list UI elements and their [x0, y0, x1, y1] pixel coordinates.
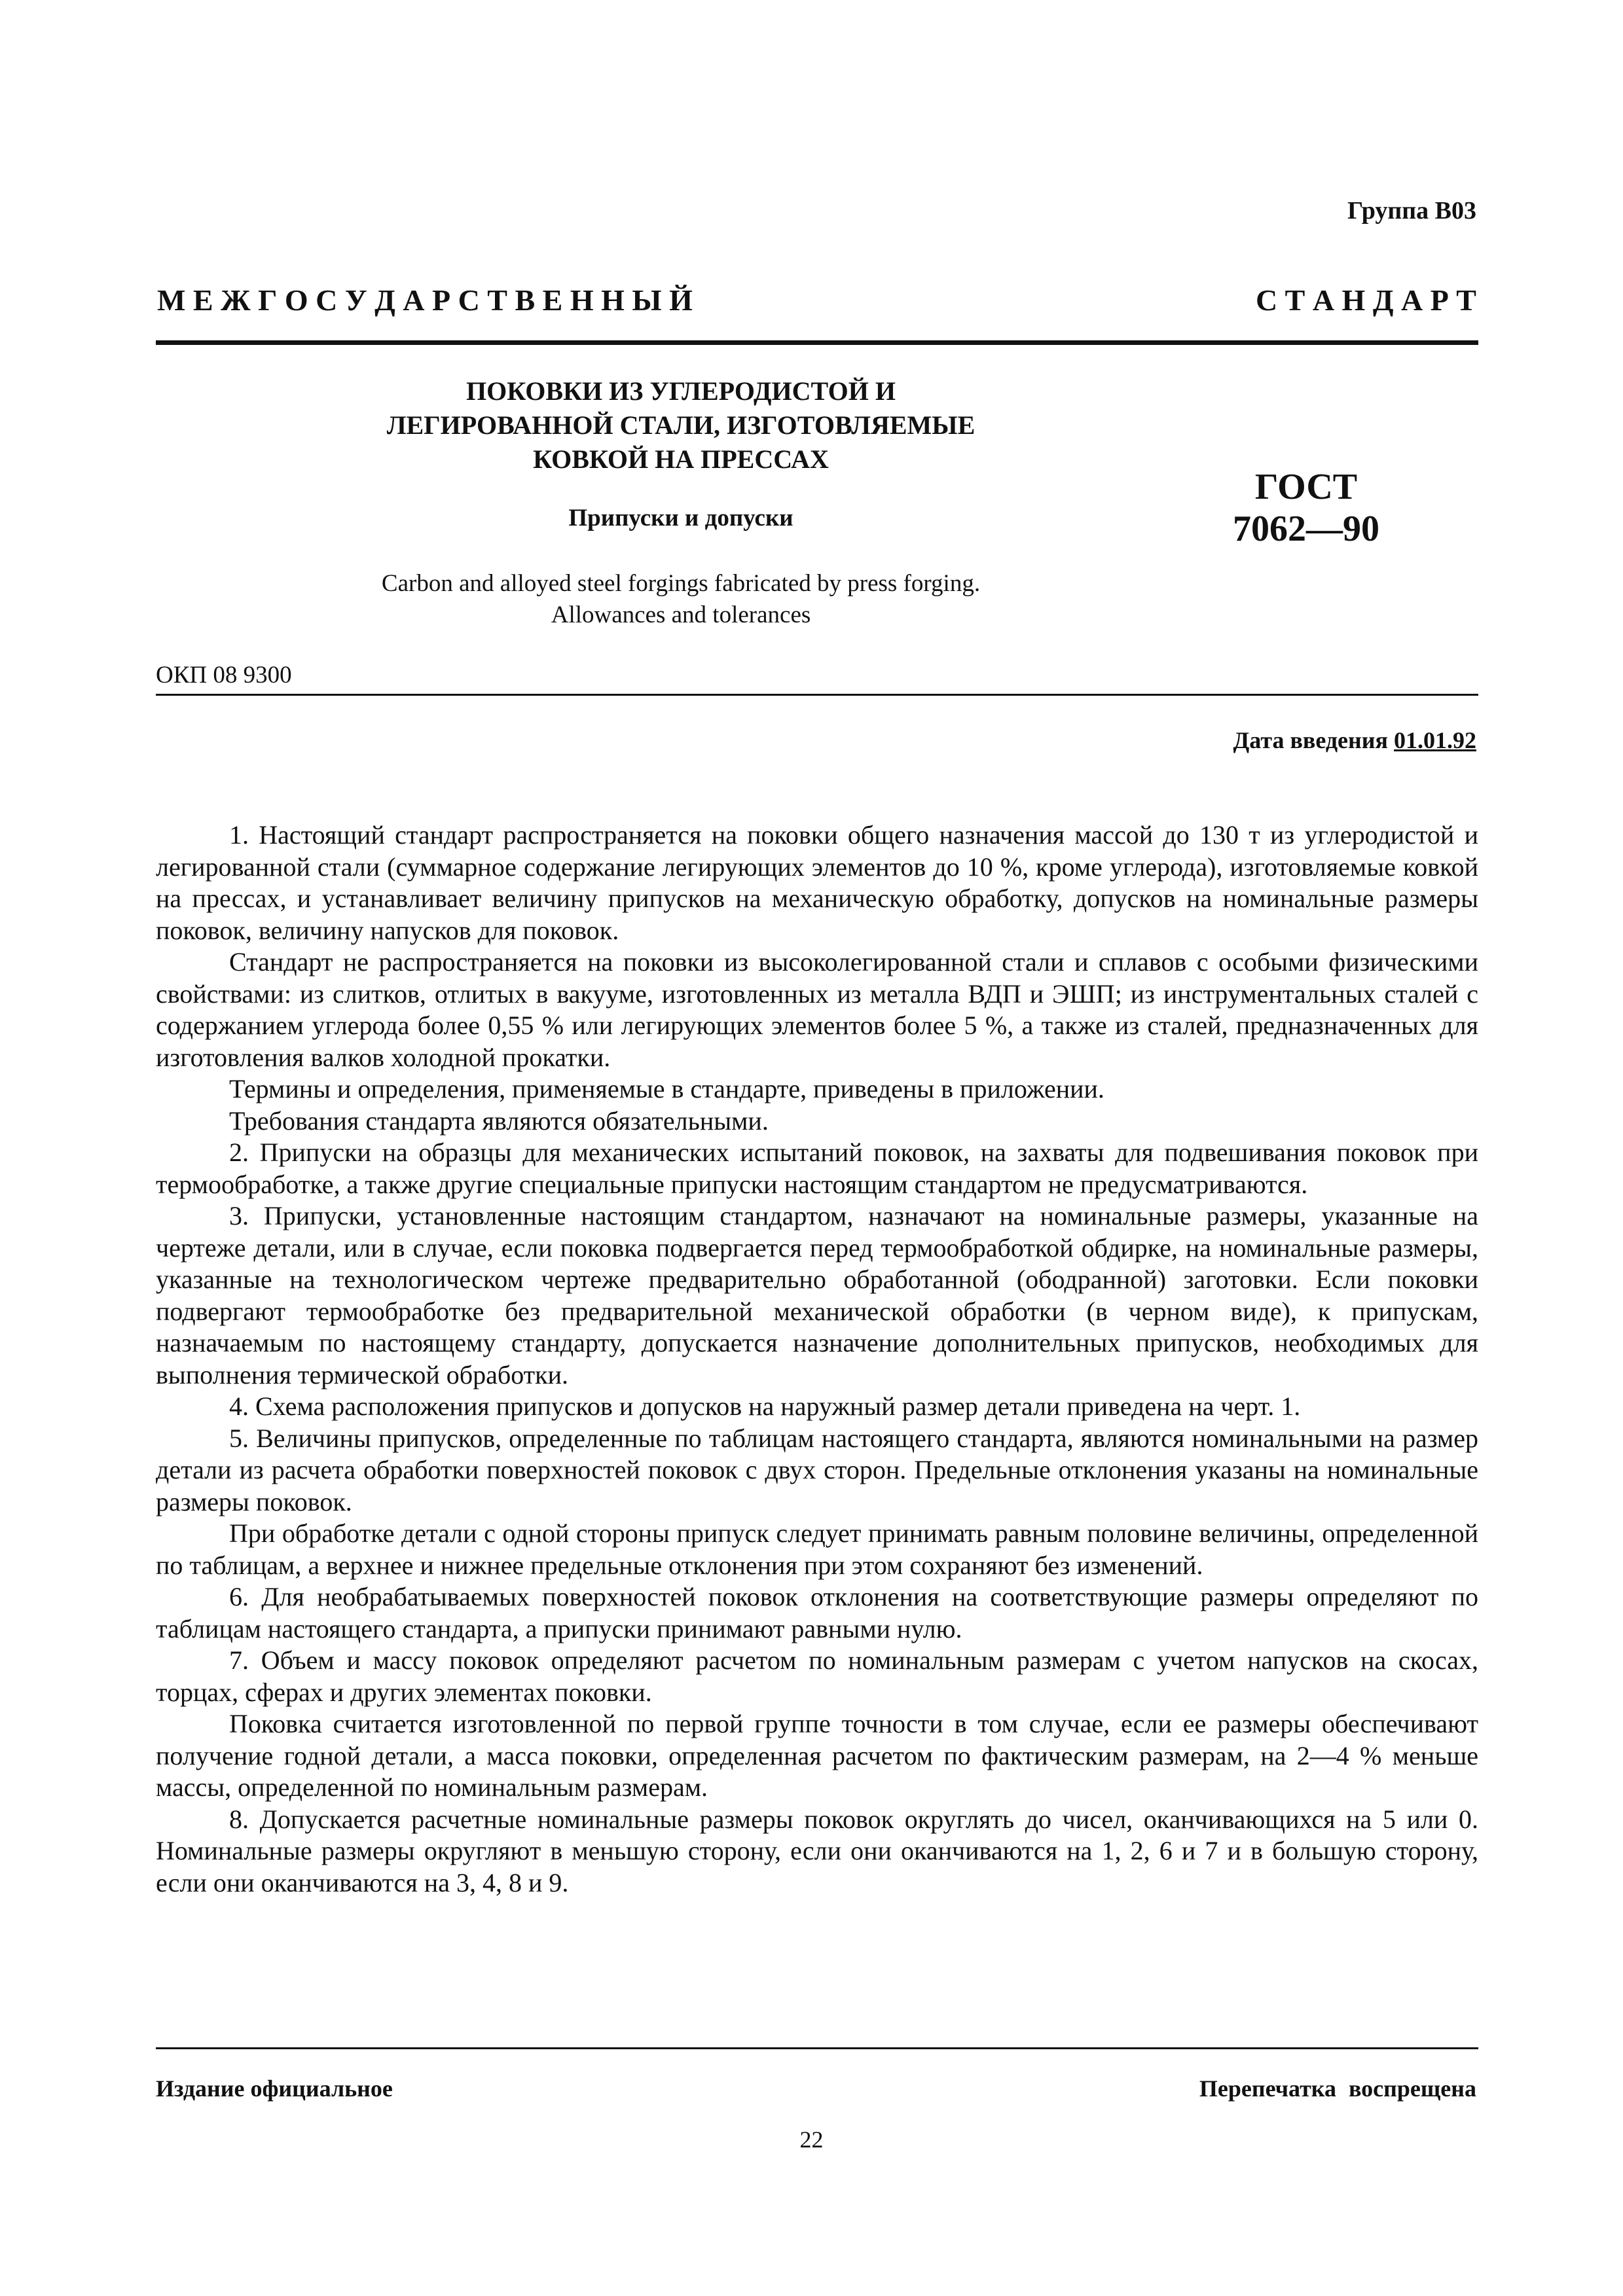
page-number: 22	[799, 2126, 824, 2153]
paragraph: Стандарт не распространяется на поковки из высоколегированной стали и сплавов с особыми физическими свойствами: из слитков, отлитых в вакууме, изготовленных из металла ВДП и ЭШП; из инструментальных сталей с содержанием углерода более 0,55 % или легирующих элементов более 5 %, а также из сталей, предназначенных для изготовления валков холодной прокатки.	[156, 947, 1478, 1072]
paragraph: 5. Величины припусков, определенные по таблицам настоящего стандарта, являются номинальными на размер детали из расчета обработки поверхностей поковок с двух сторон. Предельные отклонения указаны на номинальные размеры поковок.	[156, 1423, 1478, 1516]
english-title	[275, 568, 1087, 631]
introduction-date	[1233, 726, 1477, 754]
body-text	[156, 819, 1478, 1899]
official-edition-note: Издание официальное	[156, 2075, 393, 2102]
date-value: 01.01.92	[1394, 727, 1476, 753]
date-label: Дата введения	[1233, 727, 1388, 753]
reprint-prohibited-note: Перепечатка воспрещена	[1199, 2075, 1476, 2102]
document-title	[301, 374, 1061, 476]
paragraph: Требования стандарта являются обязательными.	[229, 1105, 769, 1136]
paragraph: 3. Припуски, установленные настоящим стандартом, назначают на номинальные размеры, указанные на чертеже детали, или в случае, если поковка подвергается перед термообработкой обдирке, на номинальные размеры, указанные на технологическом чертеже предварительно обработанной (ободранной) заготовки. Если поковки подвергают термообработке без предварительной механической обработки (в черном виде), к припускам, назначаемым по настоящему стандарту, допускается назначение дополнительных припусков, необходимых для выполнения термической обработки.	[156, 1201, 1478, 1390]
gost-number: 7062—90	[1233, 509, 1379, 549]
paragraph: 6. Для необрабатываемых поверхностей поковок отклонения на соответствующие размеры определяют по таблицам настоящего стандарта, а припуски принимают равными нулю.	[156, 1582, 1478, 1643]
paragraph: При обработке детали с одной стороны припуск следует принимать равным половине величины, определенной по таблицам, а верхнее и нижнее предельные отклонения при этом сохраняют без изменений.	[156, 1518, 1478, 1580]
paragraph: 2. Припуски на образцы для механических испытаний поковок, на захваты для подвешивания поковок при термообработке, а также другие специальные припуски настоящим стандартом не предусматриваются.	[156, 1138, 1478, 1199]
english-title-line: Carbon and alloyed steel forgings fabricated by press forging.	[381, 570, 981, 597]
title-line: ПОКОВКИ ИЗ УГЛЕРОДИСТОЙ И	[466, 376, 896, 406]
interstate-standard-heading	[157, 283, 1476, 317]
paragraph: 7. Объем и массу поковок определяют расчетом по номинальным размерам с учетом напусков на скосах, торцах, сферах и других элементах поковки.	[156, 1645, 1478, 1707]
paragraph: 1. Настоящий стандарт распространяется на поковки общего назначения массой до 130 т из углеродистой и легированной стали (суммарное содержание легирующих элементов до 10 %, кроме углерода), изготовляемые ковкой на прессах, и устанавливает величину припусков на механическую обработку, допусков на номинальные размеры поковок, величину напусков для поковок.	[156, 820, 1478, 945]
gost-designation	[1178, 466, 1434, 550]
okp-divider	[156, 694, 1478, 696]
title-line: ЛЕГИРОВАННОЙ СТАЛИ, ИЗГОТОВЛЯЕМЫЕ	[386, 410, 976, 440]
english-title-line: Allowances and tolerances	[551, 601, 811, 628]
paragraph: 4. Схема расположения припусков и допусков на наружный размер детали приведена на черт. 1.	[229, 1391, 1301, 1421]
document-subtitle: Припуски и допуски	[568, 505, 793, 531]
paragraph: Термины и определения, применяемые в стандарте, приведены в приложении.	[229, 1074, 1104, 1103]
interstate-word: М Е Ж Г О С У Д А Р С Т В Е Н Н Ы Й	[157, 283, 693, 317]
okp-code: ОКП 08 9300	[156, 662, 292, 689]
standard-word: С Т А Н Д А Р Т	[1255, 283, 1476, 317]
paragraph: Поковка считается изготовленной по первой группе точности в том случае, если ее размеры обеспечивают получение годной детали, а масса поковки, определенная расчетом по фактическим размерам, на 2—4 % меньше массы, определенной по номинальным размерам.	[156, 1709, 1478, 1802]
header-divider	[156, 340, 1478, 345]
paragraph: 8. Допускается расчетные номинальные размеры поковок округлять до чисел, оканчивающихся на 5 или 0. Номинальные размеры округляют в меньшую сторону, если они оканчиваются на 1, 2, 6 и 7 и в большую сторону, если они оканчиваются на 3, 4, 8 и 9.	[156, 1804, 1478, 1897]
footer-divider	[156, 2047, 1478, 2049]
title-line: КОВКОЙ НА ПРЕССАХ	[533, 444, 829, 474]
gost-label: ГОСТ	[1254, 467, 1358, 507]
group-code: Группа В03	[1347, 197, 1476, 224]
